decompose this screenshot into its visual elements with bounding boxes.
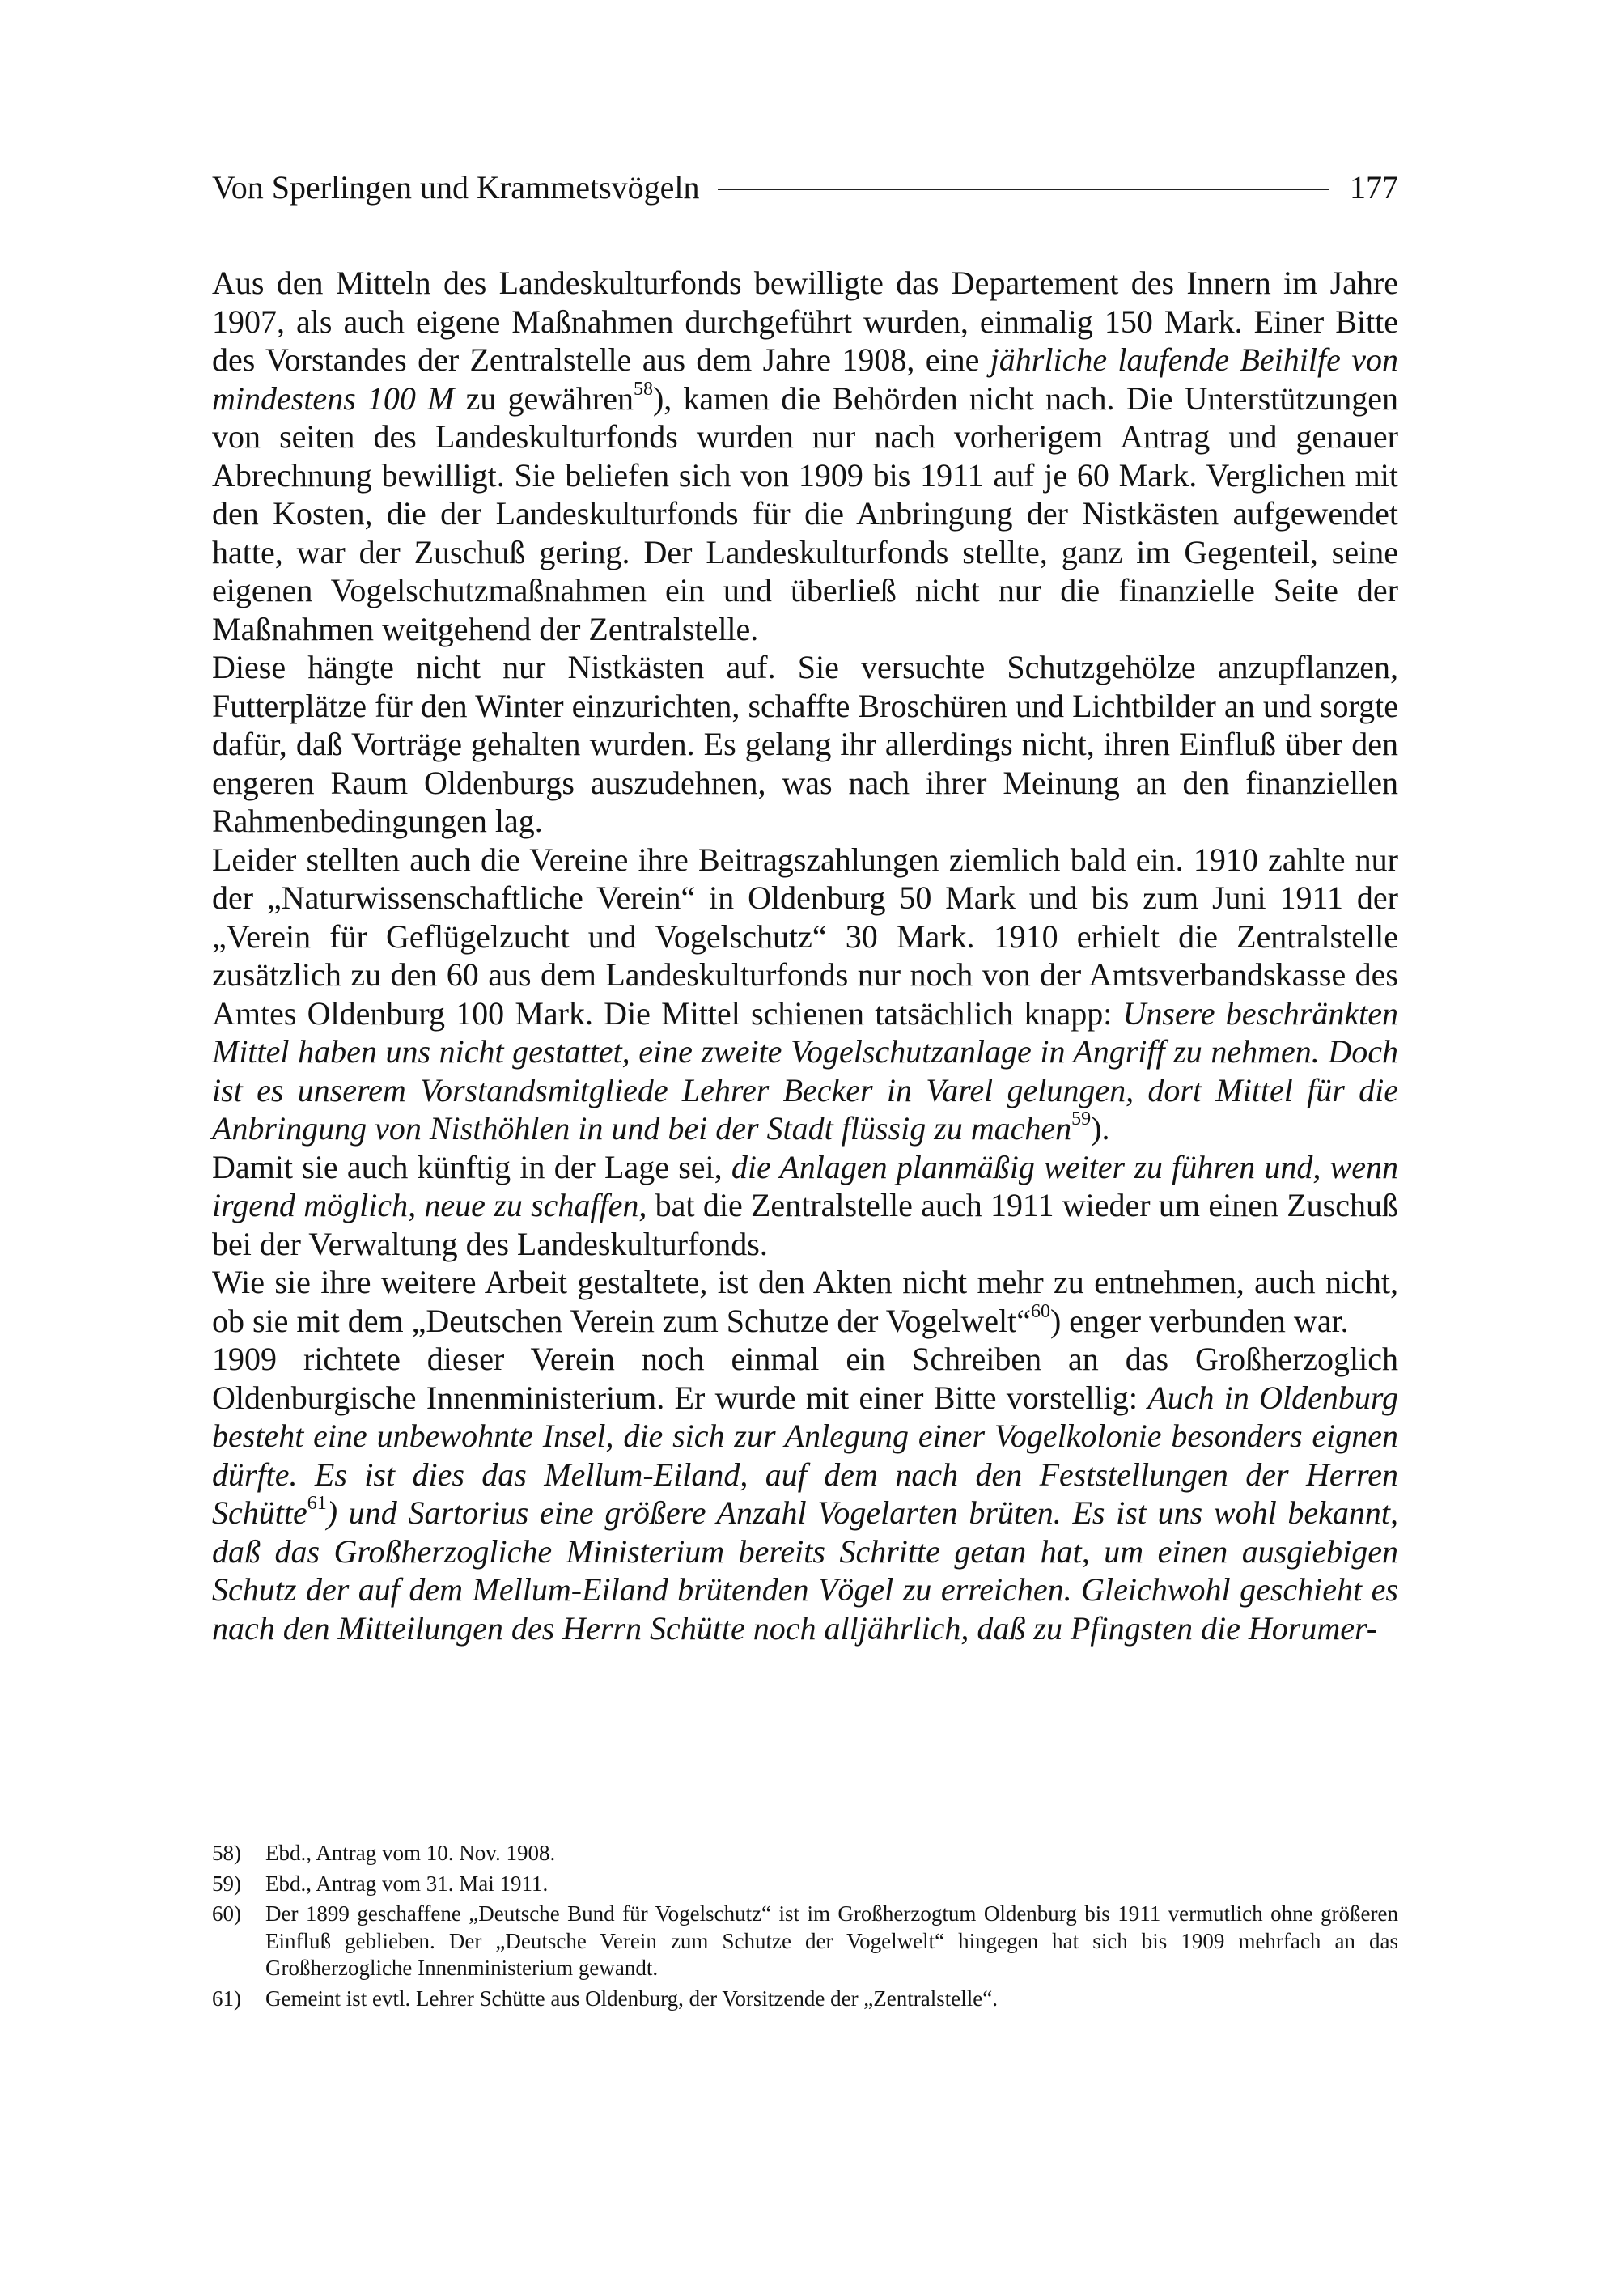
footnote-text: Gemeint ist evtl. Lehrer Schütte aus Oldenburg, der Vorsitzende der „Zentralstelle“. <box>265 1986 998 2011</box>
text-run: Wie sie ihre weitere Arbeit gestaltete, ist den Akten nicht mehr zu entnehmen, auch nicht, ob sie mit dem „Deutschen Verein zum Schutze der Vogelwelt“ <box>212 1264 1398 1339</box>
footnote-58 <box>212 1840 1398 1867</box>
header-rule <box>718 189 1329 190</box>
text-run: ). <box>1091 1110 1110 1146</box>
running-title: Von Sperlingen und Krammetsvögeln <box>212 168 700 206</box>
footnote-ref-58[interactable]: 58 <box>633 378 653 400</box>
footnote-number: 59) <box>212 1871 241 1896</box>
text-run: ) enger verbunden war. <box>1049 1302 1349 1339</box>
footnote-59 <box>212 1871 1398 1898</box>
footnotes <box>212 1840 1398 2015</box>
text-run: Diese hängte nicht nur Nistkästen auf. Sie versuchte Schutzgehölze anzupflanzen, Futterplätze für den Winter einzurichten, schaffte Broschüren und Lichtbilder an und sorgte dafür, daß Vorträge gehalten wurden. Es gelang ihr allerdings nicht, ihren Einfluß über den engeren Raum Oldenburgs auszudehnen, was nach ihrer Meinung an den finanziellen Rahmenbedingungen lag. <box>212 649 1398 839</box>
text-run: zu gewähren <box>454 379 634 417</box>
italic-quote: die Anlagen planmäßig weiter zu führen und, wenn irgend möglich, neue zu schaffen, <box>212 1148 1398 1223</box>
paragraph-3 <box>212 841 1398 1148</box>
text-run: bat die Zentralstelle auch 1911 wieder um einen Zuschuß bei der Verwaltung des Landeskulturfonds. <box>212 1187 1398 1262</box>
text-run: 1909 richtete dieser Verein noch einmal ein Schreiben an das Großherzoglich Oldenburgische Innenministerium. Er wurde mit einer Bitte vorstellig: <box>212 1341 1398 1416</box>
italic-quote: Unsere beschränkten Mittel haben uns nicht gestattet, eine zweite Vogelschutzanlage in Angriff zu nehmen. Doch ist es unserem Vorstandsmitgliede Lehrer Becker in Varel gelungen, dort Mittel für die Anbringung von Nisthöhlen in und bei der Stadt flüssig zu machen <box>212 994 1398 1146</box>
footnote-text: Der 1899 geschaffene „Deutsche Bund für Vogelschutz“ ist im Großherzogtum Oldenburg bis 1911 vermutlich ohne größeren Einfluß geblieben. Der „Deutsche Verein zum Schutze der Vogelwelt“ hingegen hat sich bis 1909 mehrfach an das Großherzogliche Innenministerium gewandt. <box>265 1901 1398 1980</box>
footnote-number: 58) <box>212 1841 241 1865</box>
paragraph-1 <box>212 264 1398 648</box>
running-header <box>212 167 1398 207</box>
paragraph-4 <box>212 1148 1398 1264</box>
footnote-60 <box>212 1901 1398 1982</box>
text-run: ), kamen die Behörden nicht nach. Die Unterstützungen von seiten des Landeskulturfonds wurden nur nach vorherigem Antrag und genauer Abrechnung bewilligt. Sie beliefen sich von 1909 bis 1911 auf je 60 Mark. Verglichen mit den Kosten, die der Landeskulturfonds für die Anbringung der Nistkästen aufgewendet hatte, war der Zuschuß gering. Der Landeskulturfonds stellte, ganz im Gegenteil, seine eigenen Vogelschutzmaßnahmen ein und überließ nicht nur die finanzielle Seite der Maßnahmen weitgehend der Zentralstelle. <box>212 379 1399 647</box>
page-number: 177 <box>1350 168 1398 206</box>
footnote-ref-61[interactable]: 61 <box>307 1493 327 1514</box>
footnote-text: Ebd., Antrag vom 31. Mai 1911. <box>265 1871 549 1896</box>
italic-quote: jährliche laufende Beihilfe von mindestens 100 M <box>212 341 1398 417</box>
text-run: Aus den Mitteln des Landeskulturfonds bewilligte das Departement des Innern im Jahre 1907, als auch eigene Maßnahmen durchgeführt wurden, einmalig 150 Mark. Einer Bitte des Vorstandes der Zentralstelle aus dem Jahre 1908, eine <box>212 265 1398 378</box>
main-text <box>212 264 1398 1647</box>
footnote-number: 61) <box>212 1986 241 2011</box>
paragraph-6 <box>212 1340 1398 1647</box>
footnote-ref-59[interactable]: 59 <box>1071 1108 1092 1130</box>
text-run: Leider stellten auch die Vereine ihre Beitragszahlungen ziemlich bald ein. 1910 zahlte nur der „Naturwissenschaftliche Verein“ in Oldenburg 50 Mark und bis zum Juni 1911 der „Verein für Geflügelzucht und Vogelschutz“ 30 Mark. 1910 erhielt die Zentralstelle zusätzlich zu den 60 aus dem Landeskulturfonds nur noch von der Amtsverbandskasse des Amtes Oldenburg 100 Mark. Die Mittel schienen tatsächlich knapp: <box>212 841 1398 1032</box>
italic-quote: Auch in Oldenburg besteht eine unbewohnte Insel, die sich zur Anlegung einer Vogelkolonie besonders eignen dürfte. Es ist dies das Mellum-Eiland, auf dem nach den Feststellungen der Herren Schütte <box>212 1379 1398 1531</box>
footnote-number: 60) <box>212 1901 241 1926</box>
footnote-61 <box>212 1986 1398 2013</box>
paragraph-2 <box>212 648 1398 841</box>
text-run: Damit sie auch künftig in der Lage sei, <box>212 1148 731 1185</box>
paragraph-5 <box>212 1263 1398 1340</box>
italic-quote: ) und Sartorius eine größere Anzahl Vogelarten brüten. Es ist uns wohl bekannt, daß das Großherzogliche Ministerium bereits Schritte getan hat, um einen ausgiebigen Schutz der auf dem Mellum-Eiland brütenden Vögel zu erreichen. Gleichwohl geschieht es nach den Mitteilungen des Herrn Schütte noch alljährlich, daß zu Pfingsten die Horumer- <box>212 1494 1398 1647</box>
footnote-ref-60[interactable]: 60 <box>1030 1300 1050 1322</box>
footnote-text: Ebd., Antrag vom 10. Nov. 1908. <box>265 1841 556 1865</box>
